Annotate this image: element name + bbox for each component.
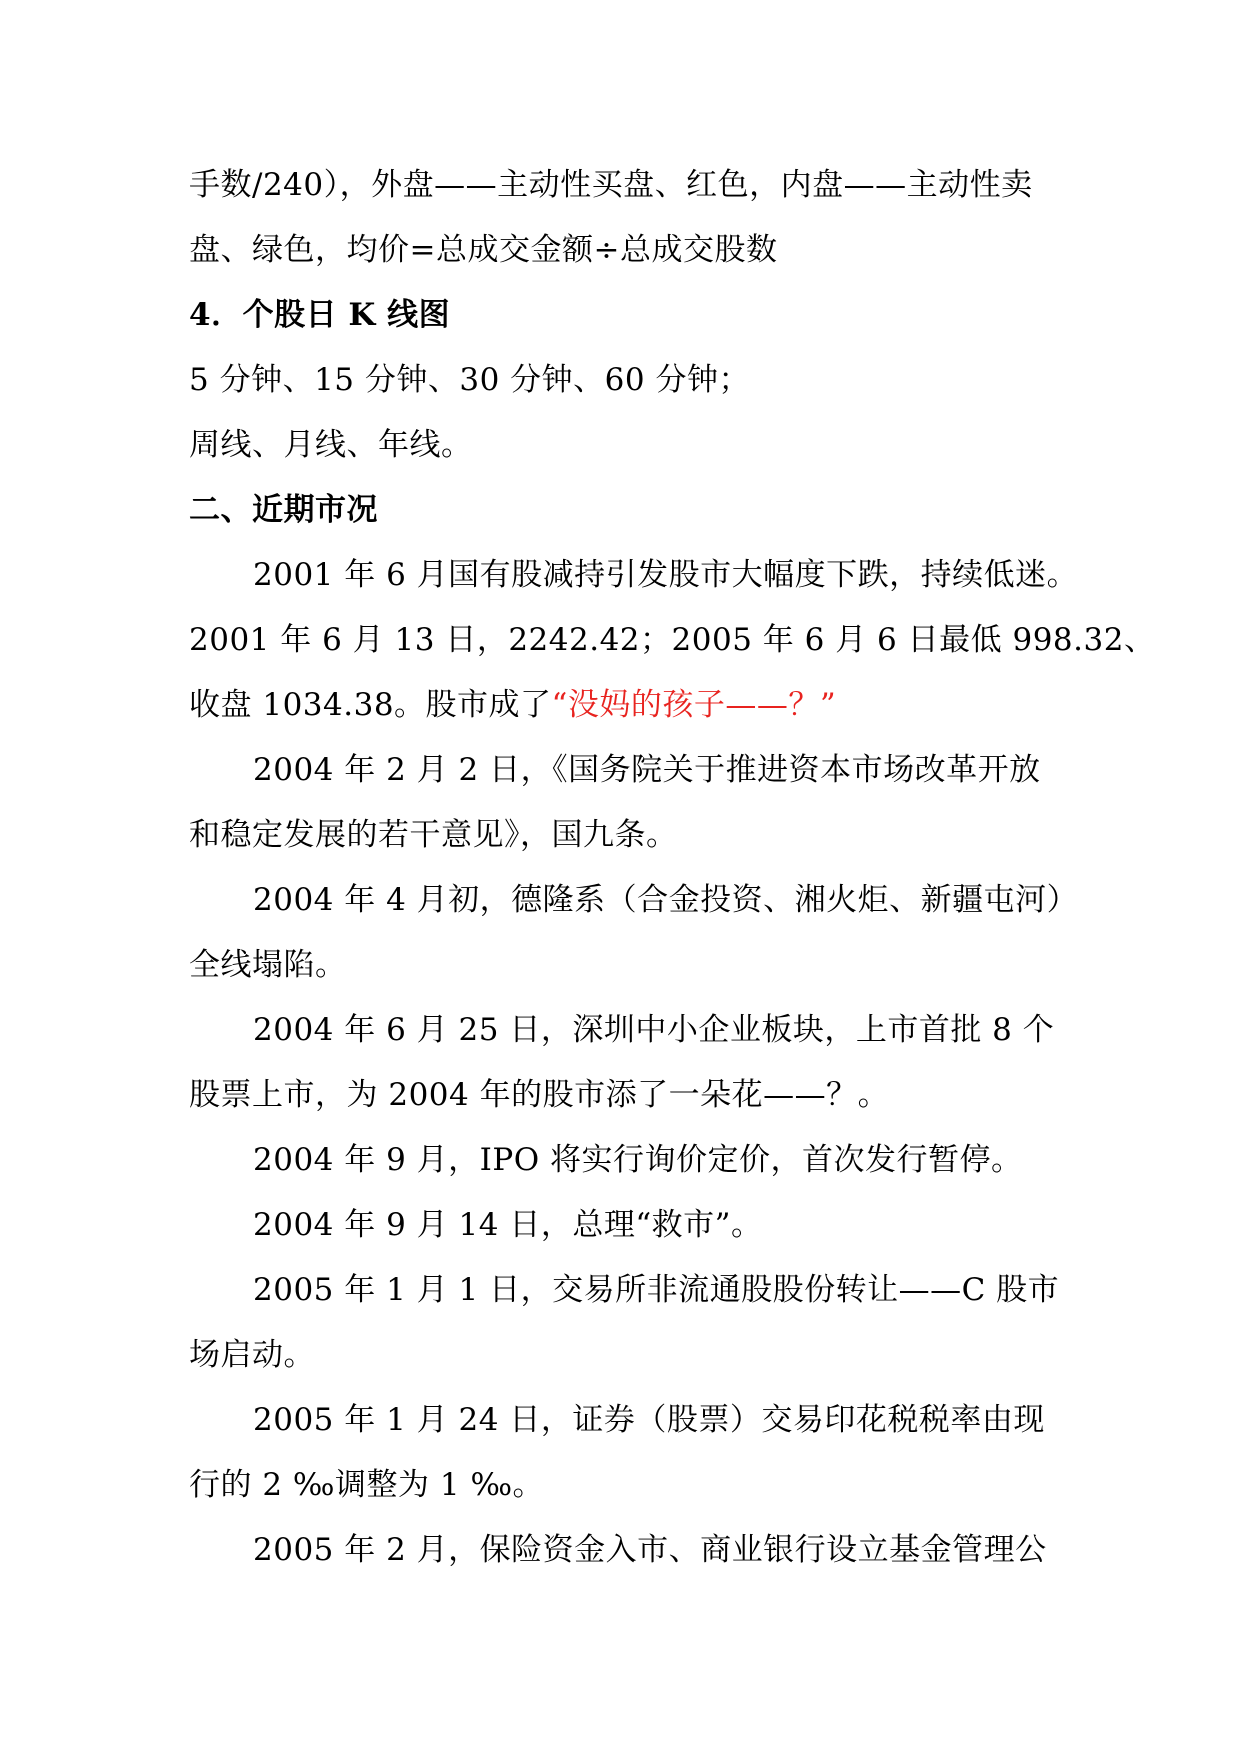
highlighted-quote: “没妈的孩子——？” xyxy=(551,687,837,723)
section-heading-kline: 4．个股日 K 线图 xyxy=(189,297,451,333)
paragraph-line: 场启动。 xyxy=(189,1337,315,1373)
paragraph-line: 2004 年 9 月，IPO 将实行询价定价，首次发行暂停。 xyxy=(253,1142,1023,1178)
paragraph-line: 全线塌陷。 xyxy=(189,947,347,983)
text-line: 盘、绿色，均价=总成交金额÷总成交股数 xyxy=(189,232,778,268)
paragraph-line: 2001 年 6 月国有股减持引发股市大幅度下跌，持续低迷。 xyxy=(253,557,1079,593)
paragraph-line: 2005 年 1 月 1 日，交易所非流通股股份转让——C 股市 xyxy=(253,1272,1060,1308)
text-line: 手数/240），外盘——主动性买盘、红色，内盘——主动性卖 xyxy=(189,167,1033,203)
paragraph-text: 收盘 1034.38。股市成了 xyxy=(189,687,552,723)
text-line: 周线、月线、年线。 xyxy=(189,427,473,463)
text-line: 5 分钟、15 分钟、30 分钟、60 分钟； xyxy=(189,362,750,398)
paragraph-line: 行的 2 ‰调整为 1 ‰。 xyxy=(189,1467,545,1503)
paragraph-line: 2004 年 4 月初，德隆系（合金投资、湘火炬、新疆屯河） xyxy=(253,882,1079,918)
paragraph-line: 2001 年 6 月 13 日，2242.42；2005 年 6 月 6 日最低 998.32、 xyxy=(189,622,1156,658)
section-heading-market: 二、近期市况 xyxy=(189,492,378,528)
paragraph-line: 和稳定发展的若干意见》，国九条。 xyxy=(189,817,678,853)
paragraph-line: 2004 年 6 月 25 日，深圳中小企业板块，上市首批 8 个 xyxy=(253,1012,1055,1048)
paragraph-line: 2005 年 2 月，保险资金入市、商业银行设立基金管理公 xyxy=(253,1532,1047,1568)
paragraph-line xyxy=(189,685,836,725)
paragraph-line: 2005 年 1 月 24 日，证券（股票）交易印花税税率由现 xyxy=(253,1402,1045,1438)
paragraph-line: 2004 年 9 月 14 日，总理“救市”。 xyxy=(253,1207,763,1243)
paragraph-line: 股票上市，为 2004 年的股市添了一朵花——？。 xyxy=(189,1077,890,1113)
paragraph-line: 2004 年 2 月 2 日，《国务院关于推进资本市场改革开放 xyxy=(253,752,1041,788)
